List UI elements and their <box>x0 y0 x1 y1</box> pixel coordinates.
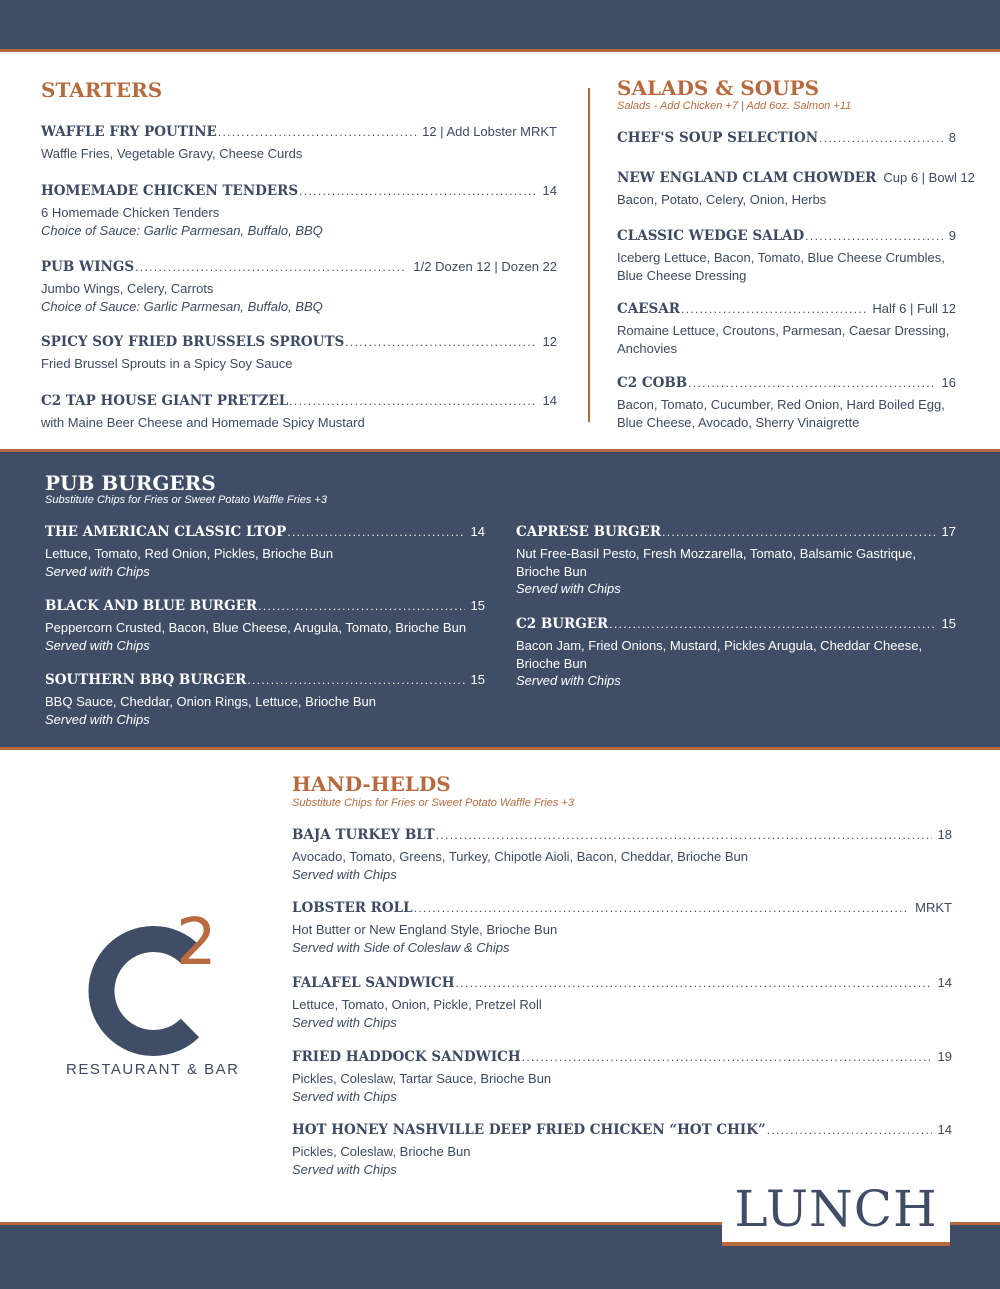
menu-item-soup-selection <box>617 130 956 150</box>
salads-subtitle: Salads - Add Chicken +7 | Add 6oz. Salmon +11 <box>617 100 852 112</box>
leader-dots <box>135 260 407 274</box>
item-note: Served with Side of Coleslaw & Chips <box>292 939 510 955</box>
item-description: Peppercorn Crusted, Bacon, Blue Cheese, Arugula, Tomato, Brioche Bun <box>45 620 467 635</box>
item-name: WAFFLE FRY POUTINE <box>41 124 217 140</box>
item-description: Pickles, Coleslaw, Brioche Bun <box>292 1144 471 1159</box>
item-name: FALAFEL SANDWICH <box>292 975 455 991</box>
item-description: Waffle Fries, Vegetable Gravy, Cheese Curds <box>41 146 303 161</box>
item-price: 9 <box>948 228 956 243</box>
item-description: Lettuce, Tomato, Onion, Pickle, Pretzel Roll <box>292 997 542 1012</box>
item-description: with Maine Beer Cheese and Homemade Spicy Mustard <box>41 415 365 430</box>
item-description: Bacon Jam, Fried Onions, Mustard, Pickles Arugula, Cheddar Cheese, Brioche Bun <box>516 638 923 671</box>
menu-item-hot-chik <box>292 1122 952 1178</box>
item-name: SPICY SOY FRIED BRUSSELS SPROUTS <box>41 334 345 350</box>
item-price: 12 | Add Lobster MRKT <box>422 124 557 139</box>
item-name: C2 BURGER <box>516 616 609 632</box>
menu-item-caprese-burger <box>516 524 956 598</box>
item-price: Cup 6 | Bowl 12 <box>883 170 975 185</box>
leader-dots <box>681 302 866 316</box>
burgers-subtitle: Substitute Chips for Fries or Sweet Potato Waffle Fries +3 <box>45 494 327 506</box>
item-note: Served with Chips <box>45 711 150 727</box>
leader-dots <box>287 525 464 539</box>
leader-dots <box>299 184 536 198</box>
menu-item-black-and-blue <box>45 598 485 654</box>
item-description: Fried Brussel Sprouts in a Spicy Soy Sauce <box>41 356 293 371</box>
item-note: Served with Chips <box>45 637 150 653</box>
menu-item-c2-burger <box>516 616 956 690</box>
item-name: HOMEMADE CHICKEN TENDERS <box>41 183 299 199</box>
starters-title: STARTERS <box>41 78 163 102</box>
top-band <box>0 0 1000 52</box>
item-note: Served with Chips <box>45 563 150 579</box>
leader-dots <box>688 376 935 390</box>
item-name: HOT HONEY NASHVILLE DEEP FRIED CHICKEN “HOT CHIK” <box>292 1122 766 1138</box>
item-description: BBQ Sauce, Cheddar, Onion Rings, Lettuce, Brioche Bun <box>45 694 376 709</box>
item-price: Half 6 | Full 12 <box>872 301 956 316</box>
item-name: BAJA TURKEY BLT <box>292 827 435 843</box>
item-price: 14 <box>542 183 557 198</box>
item-name: CHEF'S SOUP SELECTION <box>617 130 819 146</box>
menu-item-brussels-sprouts <box>41 334 557 373</box>
menu-item-giant-pretzel <box>41 393 557 432</box>
item-description: Pickles, Coleslaw, Tartar Sauce, Brioche Bun <box>292 1071 552 1086</box>
item-note: Served with Chips <box>292 866 397 882</box>
menu-label: LUNCH <box>734 1180 938 1238</box>
item-price: 12 <box>542 334 557 349</box>
logo-superscript: 2 <box>176 906 217 980</box>
leader-dots <box>805 229 943 243</box>
item-name: THE AMERICAN CLASSIC LTOP <box>45 524 287 540</box>
leader-dots <box>662 525 935 539</box>
item-note: Choice of Sauce: Garlic Parmesan, Buffalo, BBQ <box>41 298 323 314</box>
item-price: 15 <box>470 598 485 613</box>
menu-item-fried-haddock <box>292 1049 952 1105</box>
logo-tagline: RESTAURANT & BAR <box>66 1061 240 1078</box>
item-description: Nut Free-Basil Pesto, Fresh Mozzarella, Tomato, Balsamic Gastrique, Brioche Bun <box>516 546 917 579</box>
salads-title: SALADS & SOUPS <box>617 76 820 100</box>
handhelds-title: HAND-HELDS <box>292 772 451 796</box>
leader-dots <box>247 673 464 687</box>
menu-item-american-classic <box>45 524 485 580</box>
item-name: PUB WINGS <box>41 259 135 275</box>
item-price: 15 <box>941 616 956 631</box>
menu-item-chicken-tenders <box>41 183 557 239</box>
item-price: 14 <box>937 1122 952 1137</box>
item-price: 17 <box>941 524 956 539</box>
menu-item-clam-chowder <box>617 170 975 209</box>
item-note: Served with Chips <box>516 581 621 596</box>
item-note: Served with Chips <box>292 1088 397 1104</box>
item-price: 14 <box>937 975 952 990</box>
item-price: 19 <box>937 1049 952 1064</box>
menu-item-southern-bbq <box>45 672 485 728</box>
item-price: 14 <box>470 524 485 539</box>
menu-item-wedge-salad <box>617 228 956 284</box>
item-name: LOBSTER ROLL <box>292 900 413 916</box>
item-note: Choice of Sauce: Garlic Parmesan, Buffalo, BBQ <box>41 222 323 238</box>
item-name: CLASSIC WEDGE SALAD <box>617 228 805 244</box>
handhelds-subtitle: Substitute Chips for Fries or Sweet Potato Waffle Fries +3 <box>292 797 574 809</box>
leader-dots <box>767 1123 932 1137</box>
item-name: FRIED HADDOCK SANDWICH <box>292 1049 521 1065</box>
item-description: Romaine Lettuce, Croutons, Parmesan, Caesar Dressing, Anchovies <box>617 323 950 356</box>
item-name: C2 TAP HOUSE GIANT PRETZEL <box>41 393 289 409</box>
item-description: Avocado, Tomato, Greens, Turkey, Chipotle Aioli, Bacon, Cheddar, Brioche Bun <box>292 849 748 864</box>
item-description: Hot Butter or New England Style, Brioche Bun <box>292 922 558 937</box>
leader-dots <box>289 394 536 408</box>
item-price: MRKT <box>915 900 952 915</box>
leader-dots <box>345 335 536 349</box>
item-note: Served with Chips <box>292 1161 397 1177</box>
item-name: BLACK AND BLUE BURGER <box>45 598 258 614</box>
item-price: 14 <box>542 393 557 408</box>
leader-dots <box>436 828 932 842</box>
item-name: NEW ENGLAND CLAM CHOWDER <box>617 170 877 186</box>
item-price: 1/2 Dozen 12 | Dozen 22 <box>413 259 557 274</box>
menu-item-caesar <box>617 301 956 357</box>
item-name: C2 COBB <box>617 375 688 391</box>
item-note: Served with Chips <box>516 673 621 688</box>
menu-item-falafel-sandwich <box>292 975 952 1031</box>
leader-dots <box>414 901 910 915</box>
menu-item-pub-wings <box>41 259 557 315</box>
item-description: Bacon, Tomato, Cucumber, Red Onion, Hard Boiled Egg, Blue Cheese, Avocado, Sherry Vinaigrette <box>617 397 945 430</box>
menu-item-waffle-fry-poutine <box>41 124 557 163</box>
item-price: 18 <box>937 827 952 842</box>
item-price: 16 <box>941 375 956 390</box>
leader-dots <box>609 617 935 631</box>
burgers-title: PUB BURGERS <box>45 471 216 495</box>
item-description: Lettuce, Tomato, Red Onion, Pickles, Brioche Bun <box>45 546 334 561</box>
column-divider <box>588 88 590 422</box>
item-description: 6 Homemade Chicken Tenders <box>41 205 220 220</box>
item-note: Served with Chips <box>292 1014 397 1030</box>
item-name: CAPRESE BURGER <box>516 524 662 540</box>
item-name: CAESAR <box>617 301 680 317</box>
leader-dots <box>258 599 464 613</box>
item-description: Bacon, Potato, Celery, Onion, Herbs <box>617 192 827 207</box>
item-name: SOUTHERN BBQ BURGER <box>45 672 247 688</box>
menu-item-baja-turkey-blt <box>292 827 952 883</box>
item-price: 8 <box>948 130 956 145</box>
menu-item-c2-cobb <box>617 375 956 431</box>
item-description: Iceberg Lettuce, Bacon, Tomato, Blue Cheese Crumbles, Blue Cheese Dressing <box>617 250 945 283</box>
leader-dots <box>522 1050 932 1064</box>
item-price: 15 <box>470 672 485 687</box>
menu-item-lobster-roll <box>292 900 952 956</box>
leader-dots <box>819 131 943 145</box>
leader-dots <box>456 976 932 990</box>
item-description: Jumbo Wings, Celery, Carrots <box>41 281 214 296</box>
leader-dots <box>218 125 416 139</box>
menu-label-box <box>722 1176 950 1246</box>
